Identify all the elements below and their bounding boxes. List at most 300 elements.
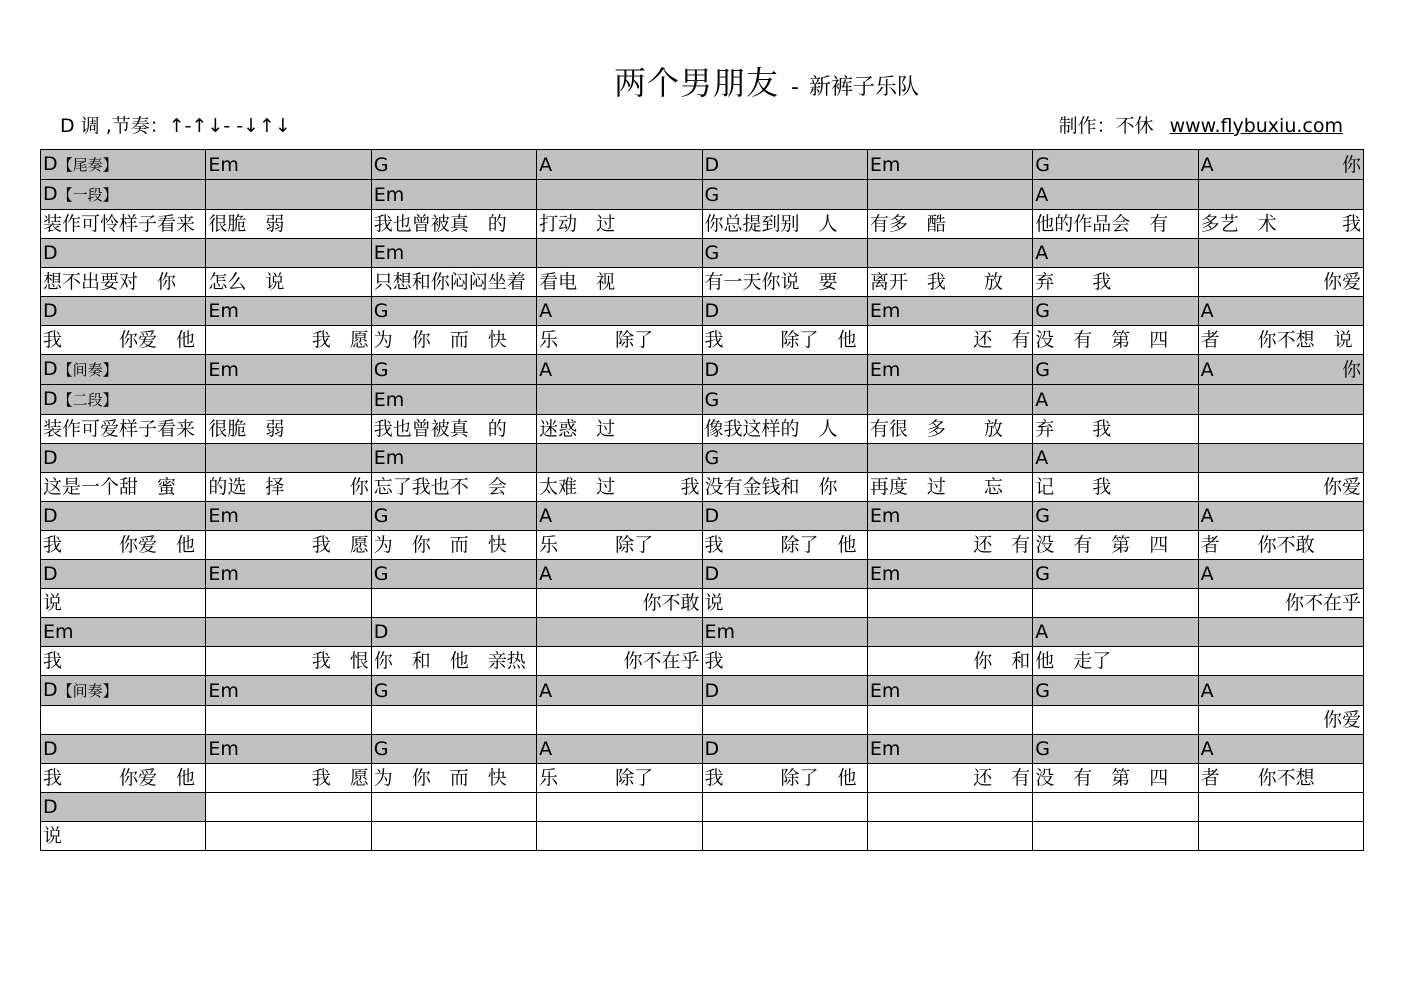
- chord-name: A: [1200, 563, 1214, 585]
- lyric-cell: [1033, 473, 1198, 502]
- chord-name: Em: [869, 300, 901, 322]
- lyric-cell: [371, 415, 536, 444]
- chord-name: Em: [373, 183, 405, 206]
- chord-name: G: [1035, 679, 1050, 702]
- lyric-cell: [867, 706, 1032, 735]
- chord-name: G: [373, 153, 389, 176]
- chord-cell: [537, 180, 702, 210]
- chord-cell: [1198, 180, 1363, 210]
- lyric-text: 装作可爱样子看来: [43, 418, 196, 440]
- lyric-row: [41, 706, 1364, 735]
- lyric-cell: [206, 531, 371, 560]
- lyric-text: 他 走了: [1035, 650, 1112, 672]
- lyric-cell: [702, 822, 867, 851]
- lyric-text: 打动 过: [539, 213, 616, 235]
- lyric-text: 离开 我 放: [869, 271, 1003, 293]
- chord-cell: [537, 793, 702, 822]
- lyric-cell: [867, 326, 1032, 355]
- lyric-cell: [1033, 531, 1198, 560]
- lyric-row: [41, 531, 1364, 560]
- lyric-text: 我 除了 他: [704, 329, 857, 351]
- chord-cell: [1198, 355, 1363, 385]
- chord-cell: [1198, 297, 1363, 326]
- lyric-cell: [702, 647, 867, 676]
- chord-name: G: [1035, 153, 1050, 176]
- chord-cell: [867, 793, 1032, 822]
- chord-name: G: [1035, 505, 1050, 527]
- lyric-cell: [1198, 210, 1363, 239]
- chord-name: D: [43, 153, 58, 175]
- chord-cell: [702, 444, 867, 473]
- artist-name: 新裤子乐队: [808, 75, 919, 100]
- chord-name: Em: [208, 358, 239, 381]
- chord-cell: [41, 793, 206, 822]
- lyric-cell: [371, 473, 536, 502]
- chord-cell: [41, 560, 206, 589]
- chord-row: [41, 297, 1364, 326]
- lyric-cell: [1198, 531, 1363, 560]
- chord-cell: [537, 560, 702, 589]
- chord-row: [41, 676, 1364, 706]
- chord-cell: [702, 676, 867, 706]
- right-aligned-text: 你爱: [1322, 476, 1361, 498]
- lyric-cell: [1198, 647, 1363, 676]
- chord-cell: [537, 297, 702, 326]
- chord-cell: [371, 502, 536, 531]
- right-aligned-text: 你不在乎: [623, 650, 700, 672]
- lyric-cell: [41, 531, 206, 560]
- chord-cell: [867, 444, 1032, 473]
- chord-cell: [537, 150, 702, 180]
- lyric-text: 弃 我: [1035, 271, 1112, 293]
- chord-cell: [537, 618, 702, 647]
- right-aligned-text: 我 愿: [311, 329, 369, 351]
- chord-cell: [1033, 180, 1198, 210]
- chord-cell: [1198, 735, 1363, 764]
- chord-name: A: [1035, 183, 1049, 206]
- lyric-text: 我也曾被真 的: [373, 213, 507, 235]
- chord-name: D: [704, 300, 720, 322]
- chord-cell: [702, 560, 867, 589]
- lyric-cell: [1033, 822, 1198, 851]
- chord-cell: [867, 239, 1032, 268]
- chord-name: A: [1035, 388, 1049, 411]
- lyric-text: 乐 除了: [539, 534, 654, 556]
- lyric-text: 有多 酷: [869, 213, 946, 235]
- chord-name: D: [43, 447, 58, 469]
- lyric-text: 说: [43, 825, 63, 847]
- chord-name: Em: [869, 153, 901, 176]
- section-tag: 【间奏】: [57, 682, 118, 700]
- chord-cell: [41, 735, 206, 764]
- chord-name: G: [1035, 563, 1050, 585]
- lyric-cell: [537, 647, 702, 676]
- lyric-cell: [41, 589, 206, 618]
- lyric-cell: [702, 415, 867, 444]
- chord-name: G: [373, 505, 389, 527]
- chord-cell: [206, 618, 371, 647]
- chord-row: [41, 618, 1364, 647]
- chord-cell: [1198, 560, 1363, 589]
- chord-cell: [867, 385, 1032, 415]
- right-aligned-text: 还 有: [973, 767, 1031, 789]
- chord-cell: [867, 676, 1032, 706]
- lyric-cell: [867, 268, 1032, 297]
- lyric-cell: [537, 706, 702, 735]
- chord-name: A: [1035, 621, 1049, 643]
- lyric-text: 像我这样的 人: [704, 418, 838, 440]
- chord-name: A: [539, 358, 553, 381]
- chord-cell: [867, 180, 1032, 210]
- lyric-cell: [206, 647, 371, 676]
- chord-name: G: [373, 563, 389, 585]
- chord-name: G: [704, 447, 720, 469]
- lyric-cell: [537, 531, 702, 560]
- chord-row: [41, 793, 1364, 822]
- lyric-cell: [537, 210, 702, 239]
- chord-name: A: [539, 679, 553, 702]
- lyric-text: 弃 我: [1035, 418, 1112, 440]
- lyric-text: 这是一个甜 蜜: [43, 476, 177, 498]
- lyric-text: 多艺 术: [1200, 213, 1277, 235]
- chord-name: D: [43, 300, 58, 322]
- chord-name: G: [704, 242, 720, 264]
- chord-cell: [371, 676, 536, 706]
- lyric-cell: [1033, 268, 1198, 297]
- chord-cell: [371, 150, 536, 180]
- chord-name: Em: [208, 505, 239, 527]
- lyric-text: 有很 多 放: [869, 418, 1003, 440]
- chord-cell: [867, 735, 1032, 764]
- chord-cell: [702, 180, 867, 210]
- lyric-cell: [1033, 706, 1198, 735]
- lyric-text: 没 有 第 四: [1035, 534, 1169, 556]
- lyric-text: 我 除了 他: [704, 767, 857, 789]
- chord-cell: [1033, 793, 1198, 822]
- lyric-cell: [206, 268, 371, 297]
- lyric-text: 他的作品会 有: [1035, 213, 1169, 235]
- chord-row: [41, 180, 1364, 210]
- lyric-cell: [371, 589, 536, 618]
- chord-cell: [371, 735, 536, 764]
- chord-cell: [702, 297, 867, 326]
- right-aligned-text: 你爱: [1322, 271, 1361, 293]
- chord-cell: [702, 239, 867, 268]
- chord-name: Em: [373, 242, 405, 264]
- lyric-row: [41, 764, 1364, 793]
- lyric-text: 说: [43, 592, 63, 614]
- right-aligned-text: 我: [1341, 213, 1361, 235]
- lyric-text: 者 你不想: [1200, 767, 1315, 789]
- chord-cell: [702, 355, 867, 385]
- lyric-cell: [867, 473, 1032, 502]
- chord-name: D: [373, 621, 389, 643]
- lyric-cell: [1198, 764, 1363, 793]
- lyric-cell: [206, 589, 371, 618]
- lyric-cell: [702, 326, 867, 355]
- chord-name: D: [704, 563, 720, 585]
- chord-name: A: [1200, 358, 1214, 381]
- chord-name: A: [539, 505, 553, 527]
- lyric-text: 我: [43, 650, 63, 672]
- chord-cell: [41, 385, 206, 415]
- lyric-text: 再度 过 忘: [869, 476, 1003, 498]
- chord-cell: [206, 150, 371, 180]
- chord-row: [41, 560, 1364, 589]
- chord-name: Em: [208, 563, 239, 585]
- chord-cell: [537, 676, 702, 706]
- chord-cell: [537, 385, 702, 415]
- lyric-text: 为 你 而 快: [373, 534, 507, 556]
- chord-cell: [1198, 385, 1363, 415]
- chord-row: [41, 239, 1364, 268]
- chord-row: [41, 444, 1364, 473]
- credit-author: 制作：不休: [1058, 115, 1154, 137]
- chord-cell: [867, 150, 1032, 180]
- chord-name: G: [1035, 738, 1050, 760]
- chord-name: G: [704, 388, 720, 411]
- lyric-cell: [537, 764, 702, 793]
- lyric-cell: [41, 268, 206, 297]
- chord-cell: [206, 793, 371, 822]
- lyric-text: 你总提到别 人: [704, 213, 838, 235]
- chord-cell: [867, 355, 1032, 385]
- right-aligned-text: 你 和: [973, 650, 1031, 672]
- right-aligned-text: 我: [680, 476, 700, 498]
- lyric-cell: [537, 326, 702, 355]
- right-aligned-text: 你: [1341, 358, 1361, 381]
- chord-name: D: [43, 183, 58, 205]
- section-tag: 【二段】: [57, 391, 118, 409]
- chord-name: D: [43, 796, 58, 818]
- lyric-text: 者 你不敢: [1200, 534, 1315, 556]
- lyric-cell: [702, 764, 867, 793]
- right-aligned-text: 你不敢: [642, 592, 700, 614]
- chord-name: D: [704, 153, 720, 176]
- chord-name: A: [539, 563, 553, 585]
- lyric-cell: [702, 473, 867, 502]
- lyric-text: 忘了我也不 会: [373, 476, 507, 498]
- lyric-cell: [1033, 764, 1198, 793]
- chord-row: [41, 735, 1364, 764]
- chord-name: D: [704, 679, 720, 702]
- chord-name: Em: [704, 621, 736, 643]
- chord-name: Em: [869, 563, 901, 585]
- section-tag: 【尾奏】: [57, 156, 118, 174]
- lyric-cell: [1033, 415, 1198, 444]
- lyric-cell: [1198, 268, 1363, 297]
- chord-cell: [206, 297, 371, 326]
- lyric-cell: [867, 415, 1032, 444]
- lyric-cell: [702, 268, 867, 297]
- chord-name: Em: [373, 388, 405, 411]
- lyric-cell: [1198, 706, 1363, 735]
- lyric-cell: [867, 822, 1032, 851]
- lyric-text: 我: [704, 650, 724, 672]
- chord-cell: [371, 793, 536, 822]
- chord-cell: [1033, 676, 1198, 706]
- lyric-cell: [206, 326, 371, 355]
- lyric-text: 乐 除了: [539, 329, 654, 351]
- chord-cell: [206, 444, 371, 473]
- song-title: 两个男朋友: [614, 64, 780, 102]
- lyric-cell: [537, 415, 702, 444]
- lyric-cell: [702, 210, 867, 239]
- chord-name: Em: [43, 621, 74, 643]
- chord-row: [41, 502, 1364, 531]
- lyric-text: 记 我: [1035, 476, 1112, 498]
- chord-cell: [867, 618, 1032, 647]
- chord-cell: [1198, 502, 1363, 531]
- chord-name: D: [704, 505, 720, 527]
- lyric-cell: [702, 589, 867, 618]
- chord-name: A: [1035, 447, 1049, 469]
- lyric-text: 装作可怜样子看来: [43, 213, 196, 235]
- lyric-text: 没有金钱和 你: [704, 476, 838, 498]
- chord-cell: [702, 502, 867, 531]
- title-bar: [0, 58, 1403, 104]
- lyric-cell: [537, 822, 702, 851]
- lyric-cell: [41, 473, 206, 502]
- lyric-text: 很脆 弱: [208, 418, 285, 440]
- chord-name: A: [1200, 738, 1214, 760]
- lyric-text: 的选 择: [208, 476, 285, 498]
- lyric-cell: [206, 822, 371, 851]
- chord-cell: [206, 385, 371, 415]
- lyric-cell: [1198, 415, 1363, 444]
- lyric-cell: [867, 647, 1032, 676]
- chord-name: A: [539, 300, 553, 322]
- lyric-cell: [206, 415, 371, 444]
- chord-cell: [371, 180, 536, 210]
- lyric-cell: [1033, 326, 1198, 355]
- chord-name: Em: [208, 300, 239, 322]
- chord-cell: [371, 385, 536, 415]
- lyric-text: 怎么 说: [208, 271, 285, 293]
- lyric-text: 说: [704, 592, 724, 614]
- right-aligned-text: 我 愿: [311, 767, 369, 789]
- chord-cell: [41, 502, 206, 531]
- lyric-text: 我 你爱 他: [43, 329, 196, 351]
- lyric-text: 我也曾被真 的: [373, 418, 507, 440]
- chord-name: G: [1035, 358, 1050, 381]
- chord-name: A: [539, 153, 553, 176]
- lyric-cell: [41, 415, 206, 444]
- lyric-cell: [41, 764, 206, 793]
- chord-cell: [1198, 444, 1363, 473]
- lyric-cell: [867, 210, 1032, 239]
- right-aligned-text: 你: [349, 476, 369, 498]
- chord-cell: [1198, 239, 1363, 268]
- chord-cell: [206, 735, 371, 764]
- chord-name: Em: [869, 738, 901, 760]
- lyric-cell: [41, 326, 206, 355]
- chord-cell: [371, 239, 536, 268]
- chord-cell: [206, 355, 371, 385]
- chord-cell: [867, 560, 1032, 589]
- chord-name: D: [43, 358, 58, 380]
- lyric-row: [41, 326, 1364, 355]
- chord-name: G: [373, 738, 389, 760]
- right-aligned-text: 我 愿: [311, 534, 369, 556]
- chord-name: D: [43, 242, 58, 264]
- right-aligned-text: 还 有: [973, 329, 1031, 351]
- right-aligned-text: 还 有: [973, 534, 1031, 556]
- chord-cell: [537, 355, 702, 385]
- lyric-row: [41, 268, 1364, 297]
- chord-cell: [41, 618, 206, 647]
- lyric-cell: [371, 210, 536, 239]
- lyric-cell: [41, 210, 206, 239]
- chord-cell: [537, 502, 702, 531]
- lyric-cell: [206, 473, 371, 502]
- chord-cell: [41, 444, 206, 473]
- lyric-cell: [537, 473, 702, 502]
- lyric-text: 没 有 第 四: [1035, 329, 1169, 351]
- chord-name: Em: [208, 679, 239, 702]
- lyric-text: 想不出要对 你: [43, 271, 177, 293]
- lyric-cell: [371, 268, 536, 297]
- chord-cell: [1198, 618, 1363, 647]
- lyric-text: 我 你爱 他: [43, 767, 196, 789]
- lyric-text: 没 有 第 四: [1035, 767, 1169, 789]
- lyric-cell: [537, 268, 702, 297]
- lyric-text: 看电 视: [539, 271, 616, 293]
- chord-cell: [41, 355, 206, 385]
- chord-cell: [537, 735, 702, 764]
- chord-name: D: [43, 505, 58, 527]
- chord-cell: [1033, 444, 1198, 473]
- section-tag: 【一段】: [57, 186, 118, 204]
- lyric-cell: [41, 822, 206, 851]
- lyric-text: 为 你 而 快: [373, 329, 507, 351]
- chord-cell: [371, 444, 536, 473]
- chord-name: Em: [869, 505, 901, 527]
- chord-cell: [1198, 676, 1363, 706]
- title-separator: -: [791, 75, 799, 100]
- chord-cell: [1033, 502, 1198, 531]
- chord-name: D: [43, 563, 58, 585]
- lyric-row: [41, 415, 1364, 444]
- lyric-cell: [371, 706, 536, 735]
- lyric-cell: [206, 764, 371, 793]
- chord-name: G: [1035, 300, 1050, 322]
- chord-name: A: [539, 738, 553, 760]
- chord-cell: [867, 297, 1032, 326]
- lyric-text: 只想和你闷闷坐着: [373, 271, 526, 293]
- chord-name: Em: [208, 153, 239, 176]
- lyric-text: 太难 过: [539, 476, 616, 498]
- chord-cell: [537, 444, 702, 473]
- chord-cell: [1033, 150, 1198, 180]
- lyric-cell: [371, 326, 536, 355]
- chord-cell: [702, 735, 867, 764]
- lyric-cell: [371, 822, 536, 851]
- chord-name: A: [1200, 679, 1214, 702]
- lyric-row: [41, 647, 1364, 676]
- website-link[interactable]: www.flybuxiu.com: [1169, 115, 1343, 137]
- right-aligned-text: 我 恨: [311, 650, 369, 672]
- chord-row: [41, 150, 1364, 180]
- lyric-cell: [41, 647, 206, 676]
- lyric-cell: [371, 764, 536, 793]
- lyric-cell: [206, 210, 371, 239]
- lyric-text: 为 你 而 快: [373, 767, 507, 789]
- chord-cell: [1198, 150, 1363, 180]
- lyric-cell: [1033, 589, 1198, 618]
- chord-cell: [1033, 560, 1198, 589]
- chord-name: G: [373, 679, 389, 702]
